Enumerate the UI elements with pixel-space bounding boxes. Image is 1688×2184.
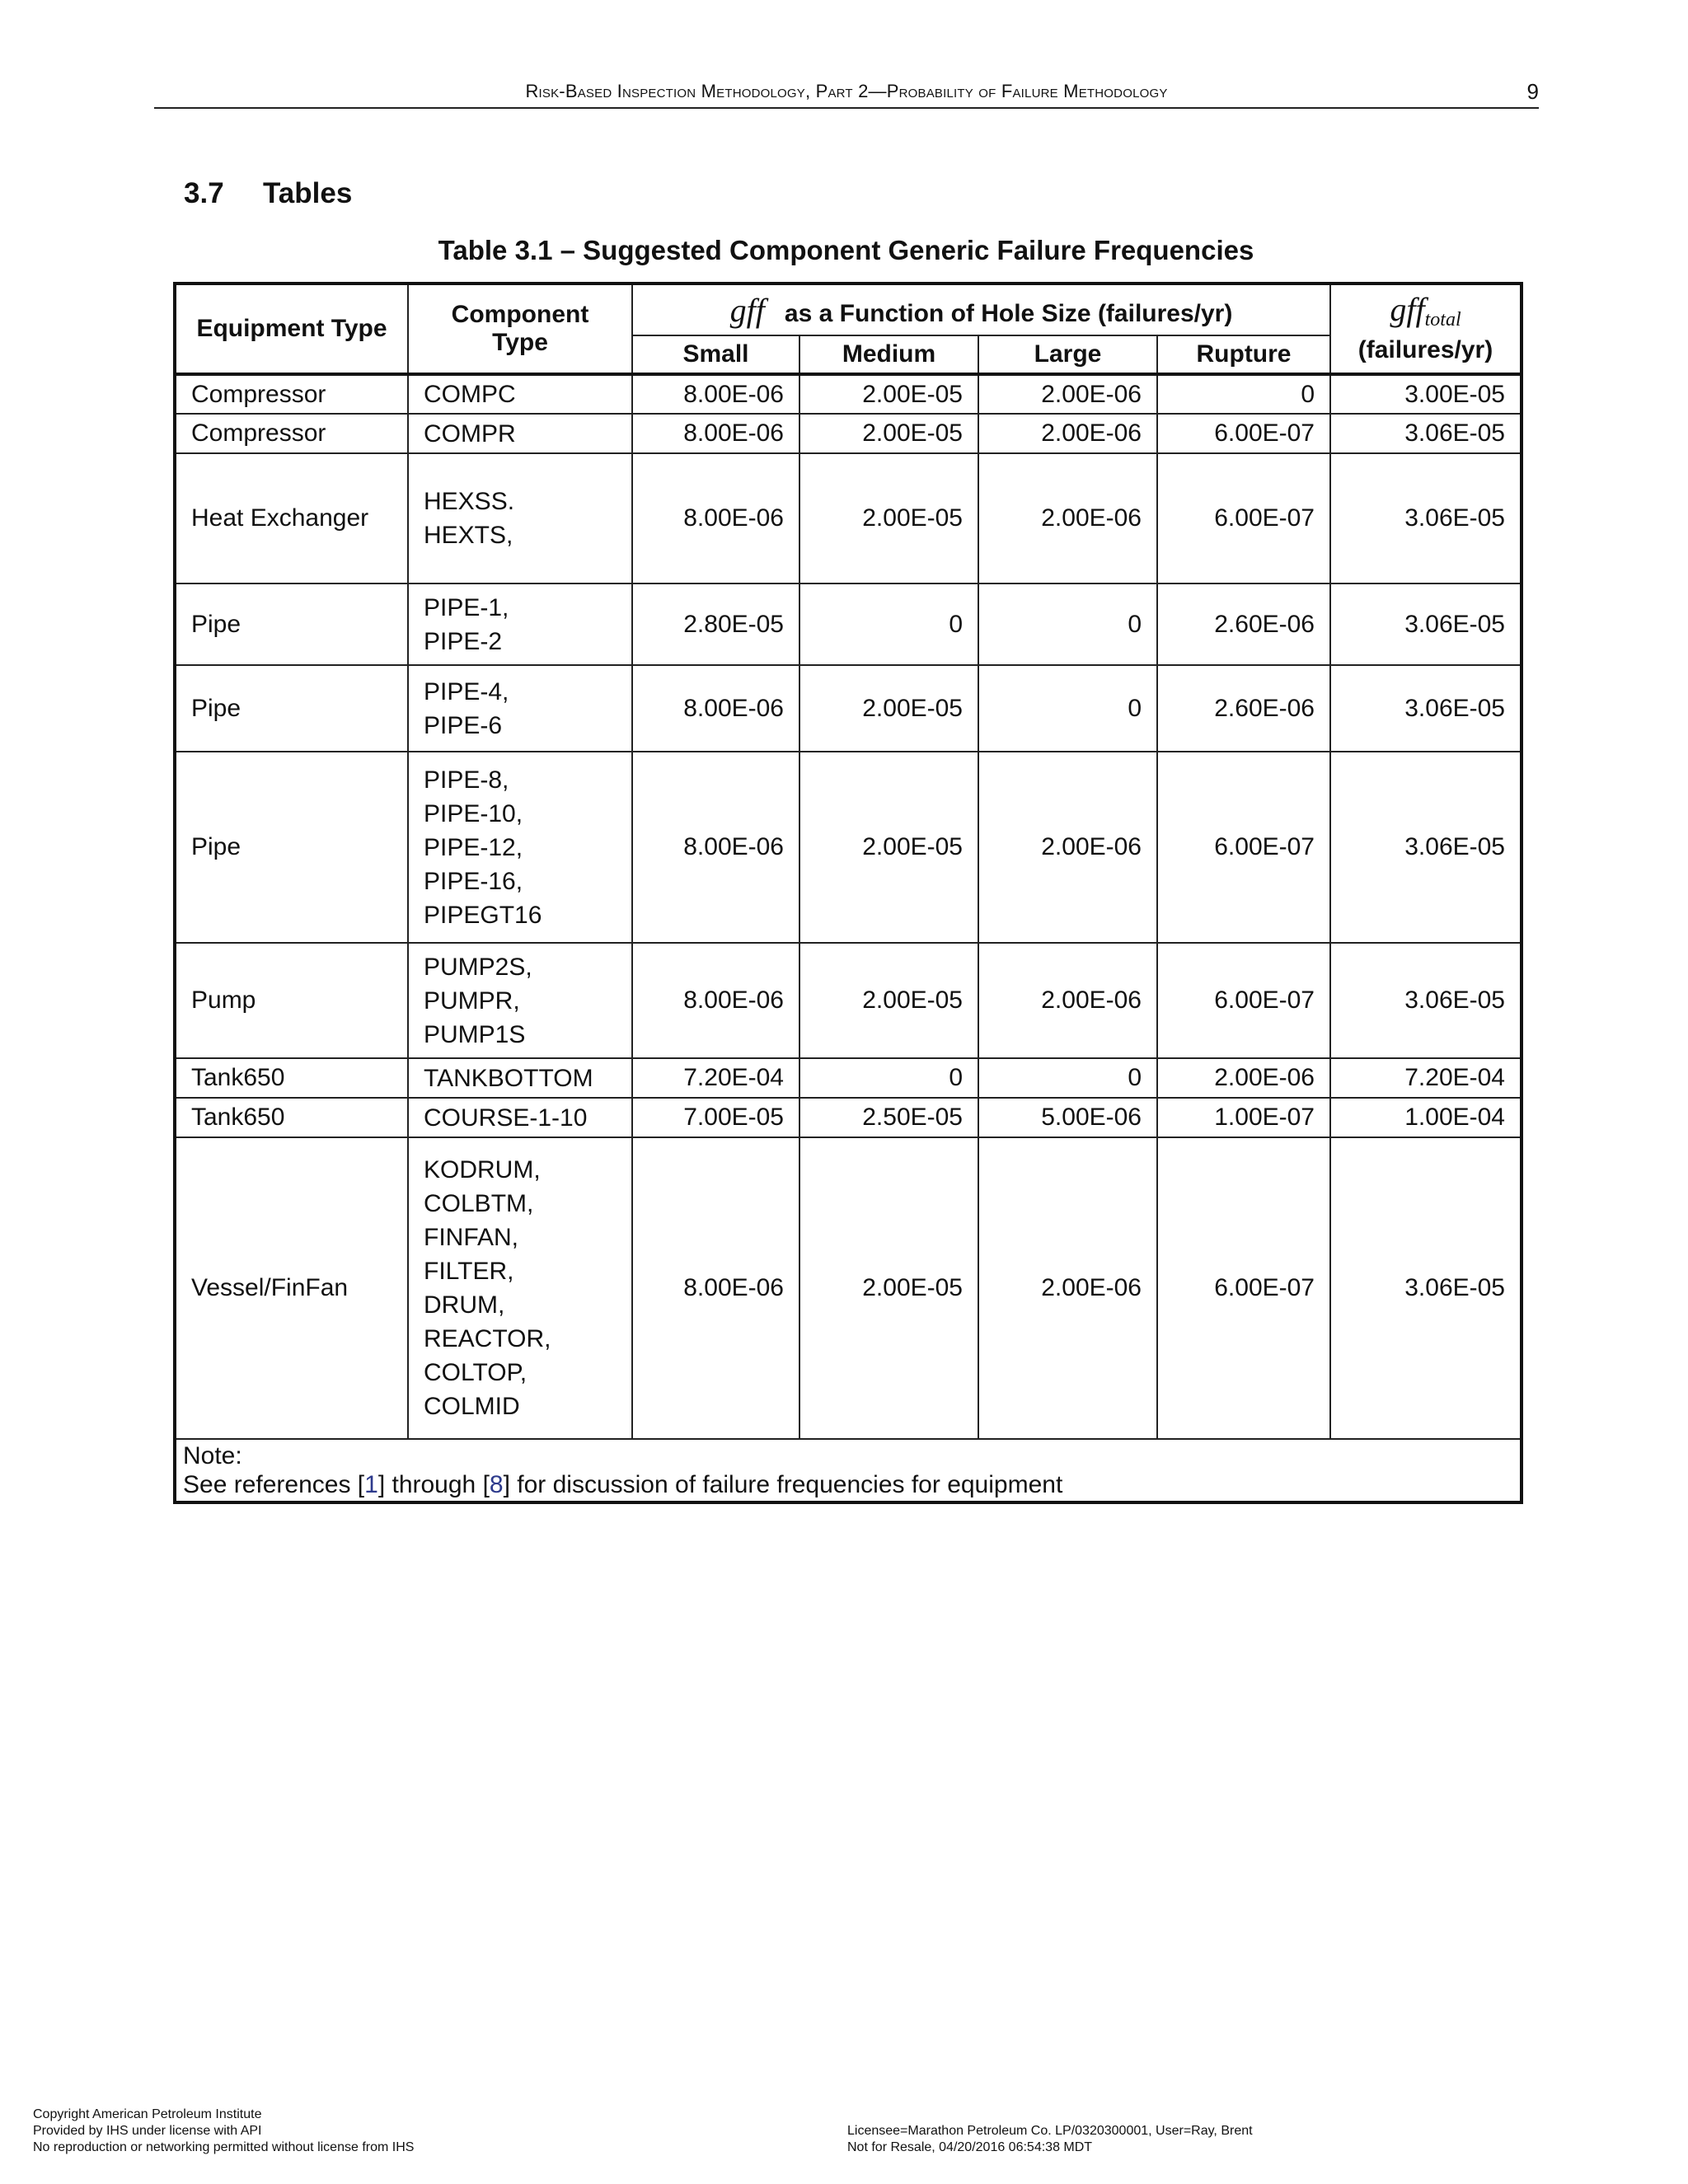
total-value-cell: 3.06E-05 <box>1330 583 1522 665</box>
medium-value-cell: 2.00E-05 <box>799 453 978 583</box>
table-row <box>175 453 1522 583</box>
component-code: PIPE-12, <box>424 833 523 861</box>
failure-frequency-table <box>173 282 1523 1504</box>
table-row <box>175 665 1522 752</box>
small-value-cell: 8.00E-06 <box>632 414 799 453</box>
large-value-cell: 2.00E-06 <box>978 453 1157 583</box>
medium-value-cell: 0 <box>799 583 978 665</box>
medium-value-cell: 2.00E-05 <box>799 752 978 943</box>
component-type-cell <box>408 1058 632 1098</box>
total-value-cell: 3.06E-05 <box>1330 943 1522 1058</box>
table-row <box>175 1098 1522 1137</box>
component-code: COLBTM, <box>424 1190 534 1217</box>
component-code: REACTOR, <box>424 1325 551 1352</box>
component-code: PUMPR, <box>424 987 520 1015</box>
component-type-cell <box>408 453 632 583</box>
equipment-type-cell: Tank650 <box>175 1058 408 1098</box>
table-caption-text: Table 3.1 – Suggested Component Generic Failure Frequencies <box>438 235 1254 265</box>
table-note <box>175 1439 1522 1502</box>
rupture-value-cell: 1.00E-07 <box>1157 1098 1330 1137</box>
component-code: COURSE-1-10 <box>424 1104 588 1132</box>
note-text: See references [1] through [8] for discussion of failure frequencies for equipment <box>183 1471 1063 1498</box>
footer-right-line: Licensee=Marathon Petroleum Co. LP/0320300001, User=Ray, Brent <box>847 2124 1253 2138</box>
section-title: Tables <box>263 177 353 209</box>
header-component-type: Component Type <box>408 284 632 374</box>
component-code: PIPE-10, <box>424 799 523 827</box>
medium-value-cell: 0 <box>799 1058 978 1098</box>
gff-total-units: (failures/yr) <box>1357 336 1493 363</box>
note-label: Note: <box>183 1442 242 1469</box>
component-code: PIPE-4, <box>424 677 509 705</box>
component-code: PIPE-16, <box>424 867 523 895</box>
component-code: HEXTS, <box>424 522 513 549</box>
small-value-cell: 8.00E-06 <box>632 665 799 752</box>
large-value-cell: 2.00E-06 <box>978 752 1157 943</box>
table-row <box>175 1137 1522 1439</box>
header-large: Large <box>978 335 1157 374</box>
large-value-cell: 0 <box>978 1058 1157 1098</box>
component-code: PIPE-1, <box>424 593 509 621</box>
rupture-value-cell: 0 <box>1157 374 1330 414</box>
equipment-type-cell: Pump <box>175 943 408 1058</box>
component-code: DRUM, <box>424 1291 505 1319</box>
gff-total-symbol: gff <box>1390 291 1425 328</box>
total-value-cell: 3.00E-05 <box>1330 374 1522 414</box>
total-value-cell: 3.06E-05 <box>1330 453 1522 583</box>
footer-right-line: Not for Resale, 04/20/2016 06:54:38 MDT <box>847 2140 1093 2154</box>
equipment-type-cell: Pipe <box>175 583 408 665</box>
total-value-cell: 3.06E-05 <box>1330 752 1522 943</box>
header-gff-total <box>1330 284 1522 374</box>
large-value-cell: 2.00E-06 <box>978 1137 1157 1439</box>
table-note-row <box>175 1439 1522 1502</box>
table-row <box>175 943 1522 1058</box>
rupture-value-cell: 6.00E-07 <box>1157 943 1330 1058</box>
component-type-cell <box>408 752 632 943</box>
header-gff-group <box>632 284 1330 335</box>
table-row <box>175 374 1522 414</box>
component-code: FINFAN, <box>424 1224 519 1251</box>
footer-left-line: No reproduction or networking permitted without license from IHS <box>33 2140 415 2154</box>
footer-license <box>847 2123 1253 2156</box>
component-type-cell <box>408 665 632 752</box>
medium-value-cell: 2.50E-05 <box>799 1098 978 1137</box>
gff-group-label: as a Function of Hole Size (failures/yr) <box>784 299 1233 327</box>
medium-value-cell: 2.00E-05 <box>799 1137 978 1439</box>
large-value-cell: 2.00E-06 <box>978 414 1157 453</box>
total-value-cell: 3.06E-05 <box>1330 414 1522 453</box>
rupture-value-cell: 2.00E-06 <box>1157 1058 1330 1098</box>
footer-copyright <box>33 2107 414 2156</box>
reference-link-1[interactable]: 1 <box>364 1471 378 1498</box>
component-type-cell <box>408 583 632 665</box>
table-row <box>175 414 1522 453</box>
page-number: 9 <box>1526 79 1539 104</box>
equipment-type-cell: Vessel/FinFan <box>175 1137 408 1439</box>
component-code: PIPE-6 <box>424 711 503 739</box>
small-value-cell: 8.00E-06 <box>632 453 799 583</box>
equipment-type-cell: Compressor <box>175 374 408 414</box>
medium-value-cell: 2.00E-05 <box>799 374 978 414</box>
large-value-cell: 2.00E-06 <box>978 943 1157 1058</box>
component-code: FILTER, <box>424 1258 514 1285</box>
equipment-type-cell: Heat Exchanger <box>175 453 408 583</box>
large-value-cell: 0 <box>978 583 1157 665</box>
small-value-cell: 8.00E-06 <box>632 943 799 1058</box>
component-code: COLMID <box>424 1393 520 1420</box>
small-value-cell: 8.00E-06 <box>632 752 799 943</box>
equipment-type-cell: Tank650 <box>175 1098 408 1137</box>
rupture-value-cell: 6.00E-07 <box>1157 752 1330 943</box>
table-caption <box>0 235 1688 266</box>
rupture-value-cell: 2.60E-06 <box>1157 665 1330 752</box>
large-value-cell: 2.00E-06 <box>978 374 1157 414</box>
large-value-cell: 5.00E-06 <box>978 1098 1157 1137</box>
footer-left-line: Copyright American Petroleum Institute <box>33 2107 262 2121</box>
header-small: Small <box>632 335 799 374</box>
total-value-cell: 3.06E-05 <box>1330 1137 1522 1439</box>
equipment-type-cell: Pipe <box>175 665 408 752</box>
rupture-value-cell: 2.60E-06 <box>1157 583 1330 665</box>
equipment-type-cell: Pipe <box>175 752 408 943</box>
component-code: COMPR <box>424 419 516 448</box>
component-code: PIPE-2 <box>424 627 503 655</box>
small-value-cell: 7.20E-04 <box>632 1058 799 1098</box>
component-type-cell <box>408 414 632 453</box>
component-type-cell <box>408 1137 632 1439</box>
medium-value-cell: 2.00E-05 <box>799 943 978 1058</box>
footer-left-line: Provided by IHS under license with API <box>33 2124 262 2138</box>
small-value-cell: 7.00E-05 <box>632 1098 799 1137</box>
component-type-cell <box>408 1098 632 1137</box>
section-heading <box>184 177 352 210</box>
rupture-value-cell: 6.00E-07 <box>1157 414 1330 453</box>
section-number: 3.7 <box>184 177 224 209</box>
component-code: PUMP2S, <box>424 953 532 981</box>
small-value-cell: 8.00E-06 <box>632 374 799 414</box>
running-title: Risk-Based Inspection Methodology, Part 2—Probability of Failure Methodology <box>525 81 1168 101</box>
table-body <box>175 374 1522 1439</box>
medium-value-cell: 2.00E-05 <box>799 414 978 453</box>
rupture-value-cell: 6.00E-07 <box>1157 1137 1330 1439</box>
component-code: PIPEGT16 <box>424 901 542 929</box>
small-value-cell: 2.80E-05 <box>632 583 799 665</box>
header-rupture: Rupture <box>1157 335 1330 374</box>
component-code: KODRUM, <box>424 1156 541 1183</box>
component-type-cell <box>408 943 632 1058</box>
table-row <box>175 583 1522 665</box>
component-code: COLTOP, <box>424 1359 528 1386</box>
total-value-cell: 1.00E-04 <box>1330 1098 1522 1137</box>
total-value-cell: 3.06E-05 <box>1330 665 1522 752</box>
reference-link-8[interactable]: 8 <box>489 1471 504 1498</box>
header-equipment-type: Equipment Type <box>175 284 408 374</box>
component-type-cell <box>408 374 632 414</box>
large-value-cell: 0 <box>978 665 1157 752</box>
component-code: PUMP1S <box>424 1020 526 1048</box>
component-code: COMPC <box>424 381 516 408</box>
total-value-cell: 7.20E-04 <box>1330 1058 1522 1098</box>
table-row <box>175 752 1522 943</box>
header-medium: Medium <box>799 335 978 374</box>
gff-total-subscript: total <box>1424 309 1461 330</box>
medium-value-cell: 2.00E-05 <box>799 665 978 752</box>
equipment-type-cell: Compressor <box>175 414 408 453</box>
rupture-value-cell: 6.00E-07 <box>1157 453 1330 583</box>
table-row <box>175 1058 1522 1098</box>
running-header <box>154 76 1539 109</box>
gff-symbol: gff <box>729 291 765 329</box>
small-value-cell: 8.00E-06 <box>632 1137 799 1439</box>
component-code: TANKBOTTOM <box>424 1064 593 1092</box>
component-code: PIPE-8, <box>424 766 509 794</box>
component-code: HEXSS. <box>424 488 515 515</box>
